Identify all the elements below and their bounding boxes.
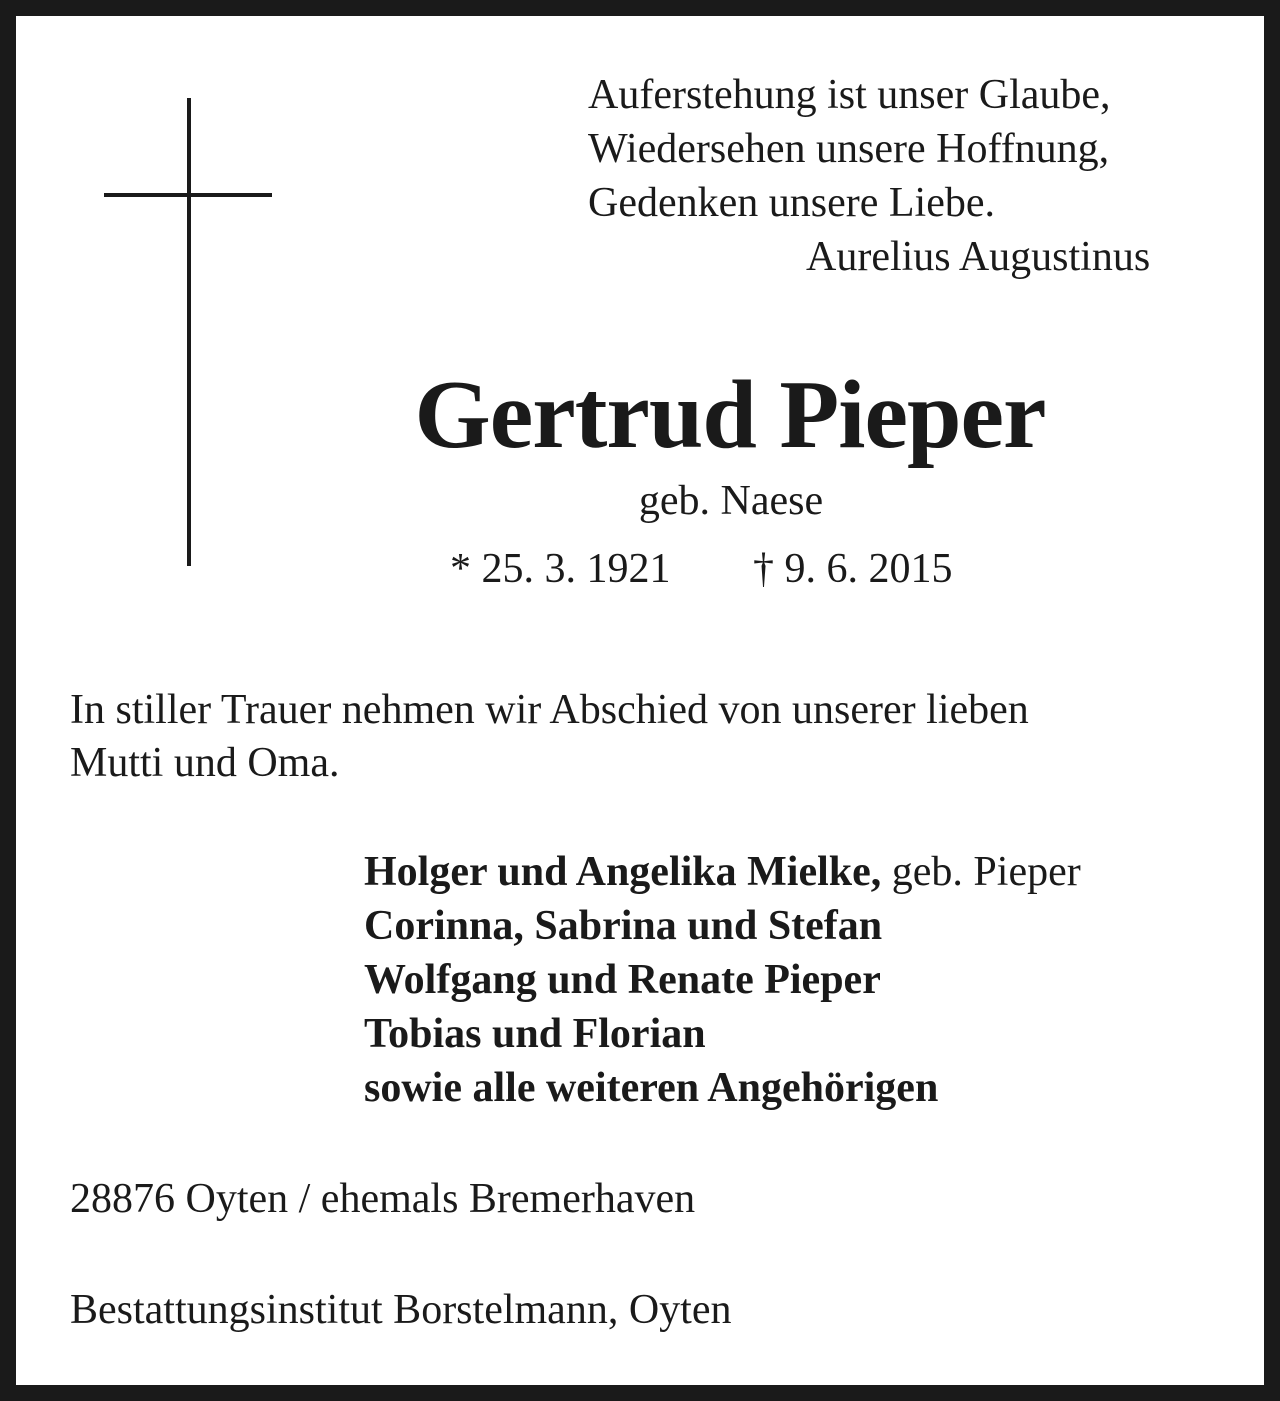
quote-author: Aurelius Augustinus <box>806 234 1151 280</box>
birth-name: geb. Naese <box>638 478 824 524</box>
family-line: Wolfgang und Renate Pieper <box>364 957 881 1003</box>
family-signatures <box>364 845 1081 1115</box>
death-date: † 9. 6. 2015 <box>753 546 953 592</box>
family-line: Tobias und Florian <box>364 1011 706 1057</box>
deceased-name: Gertrud Pieper <box>414 361 1046 469</box>
family-line <box>364 845 1081 899</box>
family-birth-name: geb. Pieper <box>881 849 1081 895</box>
birth-date: * 25. 3. 1921 <box>450 546 671 592</box>
quote-line: Auferstehung ist unser Glaube, <box>588 72 1111 118</box>
undertaker-line: Bestattungsinstitut Borstelmann, Oyten <box>70 1287 732 1333</box>
life-dates <box>450 543 953 595</box>
family-name: Holger und Angelika Mielke, <box>364 849 882 895</box>
quote-line: Wiedersehen unsere Hoffnung, <box>588 126 1110 172</box>
quote-line: Gedenken unsere Liebe. <box>588 180 995 226</box>
family-line: sowie alle weiteren Angehörigen <box>364 1065 939 1111</box>
place-line: 28876 Oyten / ehemals Bremerhaven <box>70 1176 696 1222</box>
cross-icon-horizontal-bar <box>104 193 272 197</box>
family-line: Corinna, Sabrina und Stefan <box>364 903 883 949</box>
mourning-line: Mutti und Oma. <box>70 740 340 786</box>
quote-block <box>588 68 1111 230</box>
mourning-text <box>70 684 1220 790</box>
mourning-line: In stiller Trauer nehmen wir Abschied von unserer lieben <box>70 687 1029 733</box>
